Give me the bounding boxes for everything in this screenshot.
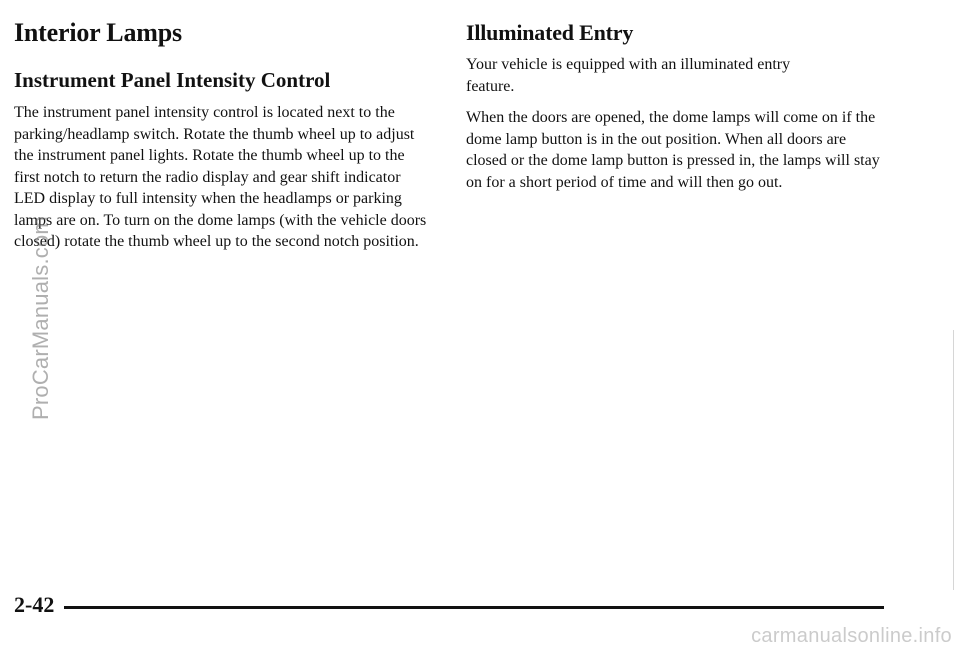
side-watermark: ProCarManuals.com (28, 216, 53, 420)
right-column (466, 16, 890, 193)
section-title: Interior Lamps (14, 18, 182, 47)
instrument-panel-paragraph: The instrument panel intensity control is located next to the parking/headlamp switch. Rotate the thumb wheel up to adjust the instrument panel lights. Rotate the thumb wheel up to the first notch to return the radio display and gear shift indicator LED display to full intensity when the headlamps or parking lamps are on. To turn on the dome lamps (with the vehicle doors closed) rotate the thumb wheel up to the second notch position. (14, 104, 427, 250)
illuminated-entry-paragraph-2: When the doors are opened, the dome lamps will come on if the dome lamp button is in the out position. When all doors are closed or the dome lamp button is pressed in, the lamps will stay on for a short period of time and will then go out. (466, 109, 880, 191)
page-number: 2-42 (14, 592, 55, 617)
page-edge-line (953, 330, 954, 590)
page-footer (14, 590, 884, 620)
subsection-title: Instrument Panel Intensity Control (14, 68, 331, 92)
footer-rule (64, 606, 884, 609)
bottom-watermark: carmanualsonline.info (751, 625, 952, 647)
illuminated-entry-title: Illuminated Entry (466, 20, 634, 45)
illuminated-entry-paragraph-1: Your vehicle is equipped with an illuminated entry feature. (466, 56, 791, 95)
left-column (14, 16, 432, 253)
